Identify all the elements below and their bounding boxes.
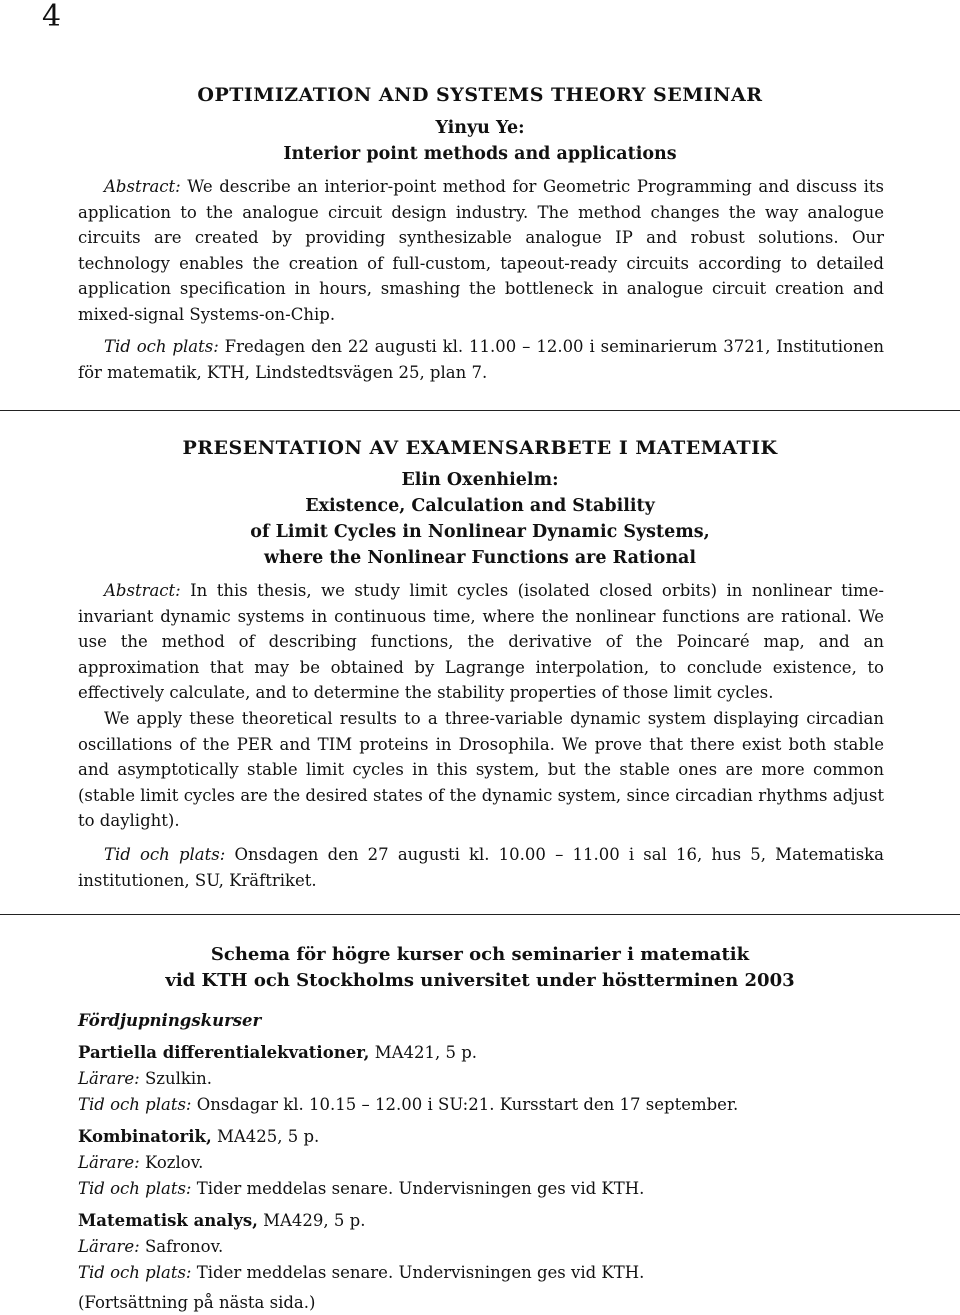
time-place-text: Tider meddelas senare. Undervisningen ges vid KTH.	[196, 1179, 645, 1198]
time-place-label: Tid och plats:	[78, 1095, 192, 1114]
schedule-heading-line1: Schema för högre kurser och seminarier i matematik	[210, 944, 750, 965]
time-place-label: Tid och plats:	[104, 845, 226, 864]
teacher-name: Kozlov.	[144, 1153, 204, 1172]
course-category: Fördjupningskurser	[78, 1011, 262, 1030]
seminar2-time-place	[78, 842, 884, 893]
course-name: Matematisk analys,	[78, 1211, 258, 1230]
course-teacher-line	[78, 1152, 884, 1174]
teacher-name: Szulkin.	[144, 1069, 213, 1088]
continuation-note: (Fortsättning på nästa sida.)	[78, 1293, 316, 1312]
course-time-line	[78, 1178, 884, 1200]
course-time-line	[78, 1262, 884, 1284]
teacher-label: Lärare:	[78, 1237, 140, 1256]
seminar2-heading: PRESENTATION AV EXAMENSARBETE I MATEMATIK	[182, 437, 778, 459]
abstract-text: We describe an interior-point method for Geometric Programming and discuss its application to the analogue circuit design industry. The method changes the way analogue circuits are created by providing synthesizable analogue IP and robust solutions. Our technology enables the creation of full-custom, tapeout-ready circuits according to detailed application specification in hours, smashing the bottleneck in analogue circuit creation and mixed-signal Systems-on-Chip.	[78, 177, 884, 324]
seminar2-speaker: Elin Oxenhielm:	[401, 470, 559, 490]
time-place-text: Fredagen den 22 augusti kl. 11.00 – 12.00 i seminarierum 3721, Institutionen för matematik, KTH, Lindstedtsvägen 25, plan 7.	[78, 337, 884, 382]
time-place-label: Tid och plats:	[78, 1263, 192, 1282]
seminar1-heading: OPTIMIZATION AND SYSTEMS THEORY SEMINAR	[197, 84, 763, 106]
page-number: 4	[42, 0, 62, 34]
abstract-text: In this thesis, we study limit cycles (isolated closed orbits) in nonlinear time-invariant dynamic systems in continuous time, where the nonlinear functions are rational. We use the method of describing functions, the derivative of the Poincaré map, and an approximation that may be obtained by Lagrange interpolation, to conclude existence, to effectively calculate, and to determine the stability properties of those limit cycles.	[78, 581, 884, 703]
course-name: Partiella differentialekvationer,	[78, 1043, 370, 1062]
course-title-line	[78, 1210, 884, 1232]
schedule-heading-line2: vid KTH och Stockholms universitet under höstterminen 2003	[165, 970, 795, 991]
seminar2-title-line1: Existence, Calculation and Stability	[305, 496, 655, 516]
seminar2-title-line2: of Limit Cycles in Nonlinear Dynamic Systems,	[250, 522, 710, 542]
section-divider	[0, 914, 960, 915]
course-name: Kombinatorik,	[78, 1127, 212, 1146]
course-code: MA429, 5 p.	[263, 1211, 366, 1230]
seminar2-abstract	[78, 578, 884, 706]
time-place-label: Tid och plats:	[104, 337, 219, 356]
time-place-text: Onsdagar kl. 10.15 – 12.00 i SU:21. Kursstart den 17 september.	[196, 1095, 739, 1114]
time-place-text: Onsdagen den 27 augusti kl. 10.00 – 11.00 i sal 16, hus 5, Matematiska institutionen, SU, Kräftriket.	[78, 845, 884, 890]
seminar1-abstract	[78, 174, 884, 328]
seminar1-speaker: Yinyu Ye:	[435, 118, 525, 138]
time-place-label: Tid och plats:	[78, 1179, 192, 1198]
course-code: MA421, 5 p.	[374, 1043, 478, 1062]
teacher-label: Lärare:	[78, 1153, 140, 1172]
course-title-line	[78, 1042, 884, 1064]
course-teacher-line	[78, 1236, 884, 1258]
abstract-label: Abstract:	[104, 581, 181, 600]
seminar2-title-line3: where the Nonlinear Functions are Rational	[263, 548, 697, 568]
section-divider	[0, 410, 960, 411]
course-code: MA425, 5 p.	[216, 1127, 320, 1146]
seminar2-abstract-continued: We apply these theoretical results to a three-variable dynamic system displaying circadian oscillations of the PER and TIM proteins in Drosophila. We prove that there exist both stable and asymptotically stable limit cycles in this system, but the stable ones are more common (stable limit cycles are the desired states of the dynamic system, since circadian rhythms adjust to daylight).	[78, 709, 884, 831]
teacher-name: Safronov.	[144, 1237, 224, 1256]
seminar1-title: Interior point methods and applications	[283, 144, 677, 164]
course-title-line	[78, 1126, 884, 1148]
seminar1-time-place	[78, 334, 884, 385]
time-place-text: Tider meddelas senare. Undervisningen ges vid KTH.	[196, 1263, 645, 1282]
course-time-line	[78, 1094, 884, 1116]
teacher-label: Lärare:	[78, 1069, 140, 1088]
abstract-label: Abstract:	[104, 177, 181, 196]
course-teacher-line	[78, 1068, 884, 1090]
